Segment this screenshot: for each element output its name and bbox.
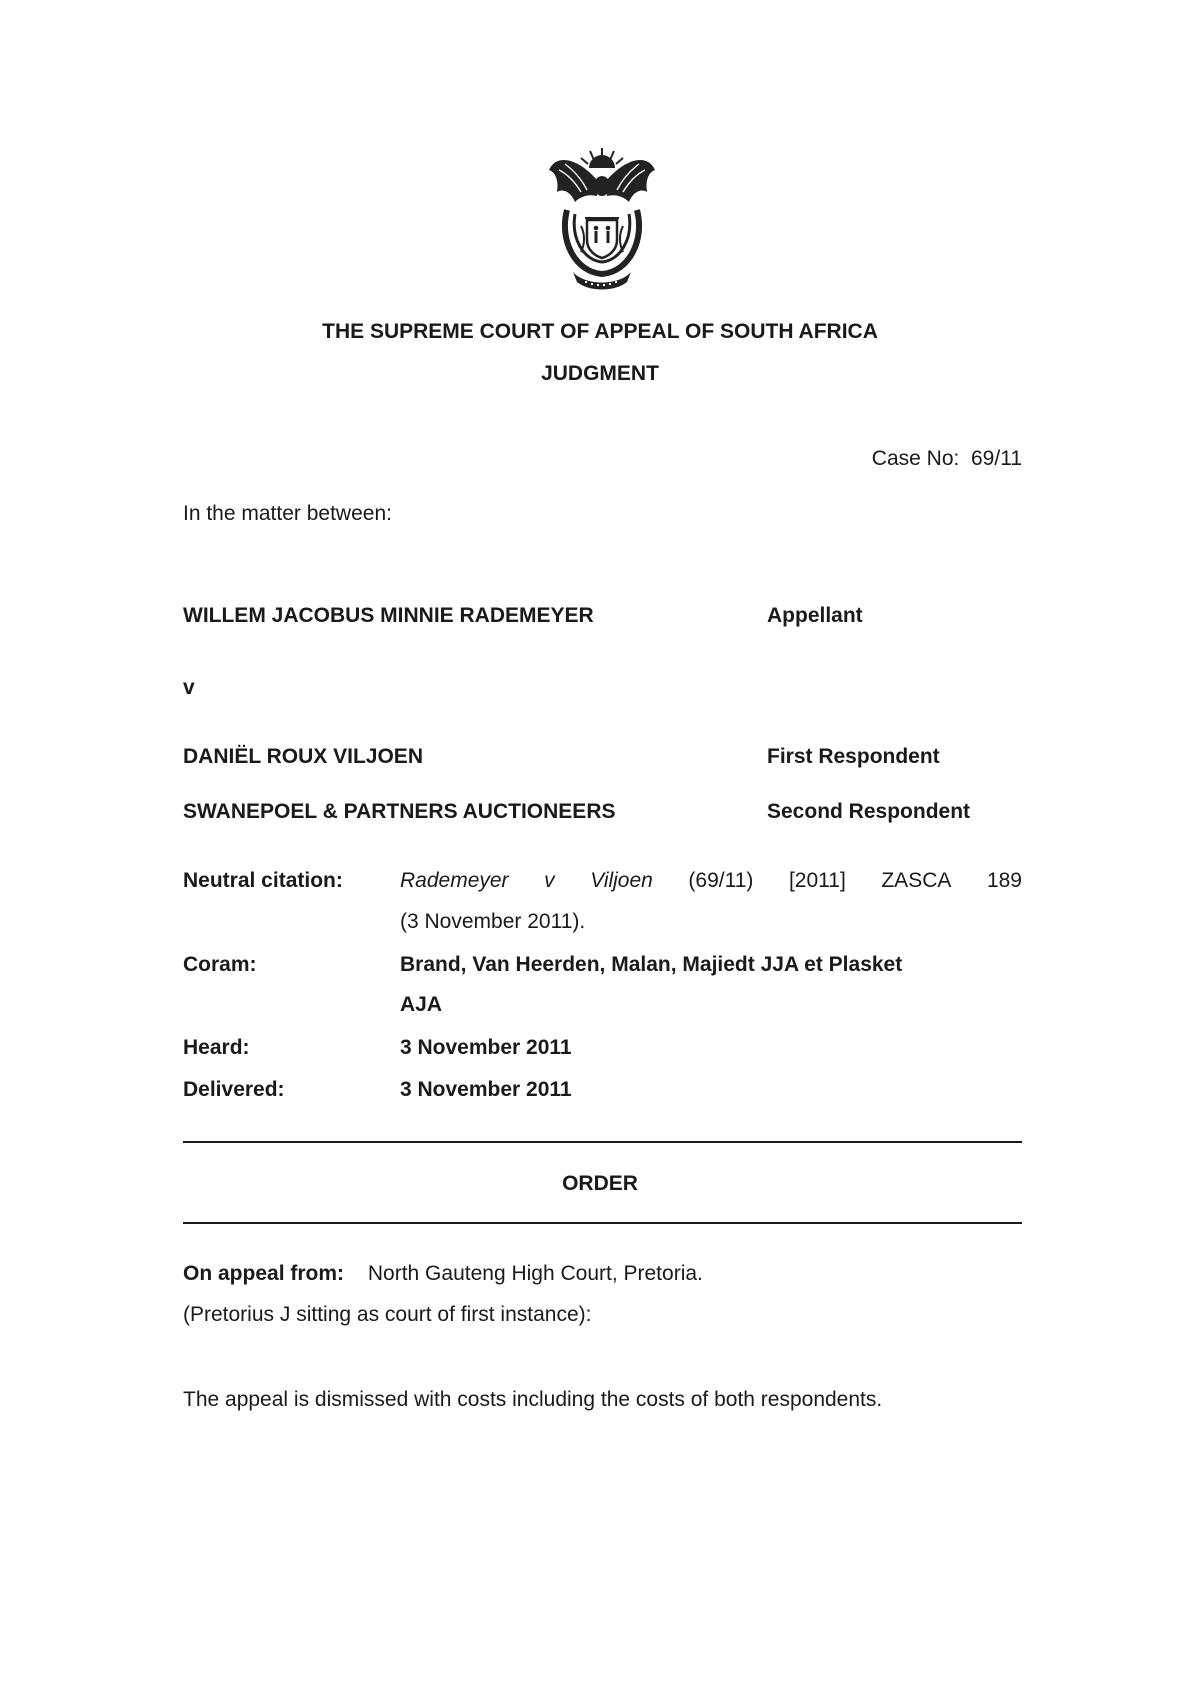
divider-top <box>183 1141 1022 1143</box>
citation-word: Rademeyer <box>400 869 509 892</box>
delivered-value: 3 November 2011 <box>400 1078 572 1101</box>
sitting-note: (Pretorius J sitting as court of first instance): <box>183 1303 592 1326</box>
order-title: ORDER <box>562 1172 638 1195</box>
coram-line-1: Brand, Van Heerden, Malan, Majiedt JJA et Plasket <box>400 953 903 976</box>
coram-line-2: AJA <box>400 993 443 1016</box>
citation-date: (3 November 2011). <box>400 910 586 933</box>
citation-word: ZASCA <box>881 869 952 892</box>
second-respondent-role: Second Respondent <box>767 800 971 823</box>
appellant-name: WILLEM JACOBUS MINNIE RADEMEYER <box>183 604 594 627</box>
citation-word: 189 <box>986 869 1022 892</box>
divider-bottom <box>183 1222 1022 1224</box>
appeal-from-value: North Gauteng High Court, Pretoria. <box>367 1262 703 1285</box>
citation-word: Viljoen <box>590 869 653 892</box>
order-text: The appeal is dismissed with costs including the costs of both respondents. <box>183 1388 883 1411</box>
court-name: THE SUPREME COURT OF APPEAL OF SOUTH AFRICA <box>322 320 878 343</box>
second-respondent-name: SWANEPOEL & PARTNERS AUCTIONEERS <box>183 800 616 823</box>
document-type-title: JUDGMENT <box>541 362 659 385</box>
matter-intro: In the matter between: <box>183 502 392 525</box>
heard-value: 3 November 2011 <box>400 1036 572 1059</box>
citation-word: (69/11) <box>688 869 754 892</box>
delivered-label: Delivered: <box>183 1078 285 1101</box>
citation-line <box>400 869 1022 893</box>
versus-label: v <box>183 676 195 699</box>
appeal-from-line <box>183 1262 703 1286</box>
coram-label: Coram: <box>183 953 257 976</box>
appeal-from-label: On appeal from: <box>183 1262 345 1285</box>
heard-label: Heard: <box>183 1036 250 1059</box>
appellant-role: Appellant <box>767 604 863 627</box>
case-number: Case No: 69/11 <box>871 447 1022 470</box>
coat-of-arms-icon <box>545 140 660 290</box>
first-respondent-name: DANIËL ROUX VILJOEN <box>183 745 423 768</box>
citation-value <box>400 869 1022 893</box>
citation-word: v <box>544 869 555 892</box>
citation-word: [2011] <box>788 869 846 892</box>
citation-label: Neutral citation: <box>183 869 343 892</box>
first-respondent-role: First Respondent <box>767 745 940 768</box>
